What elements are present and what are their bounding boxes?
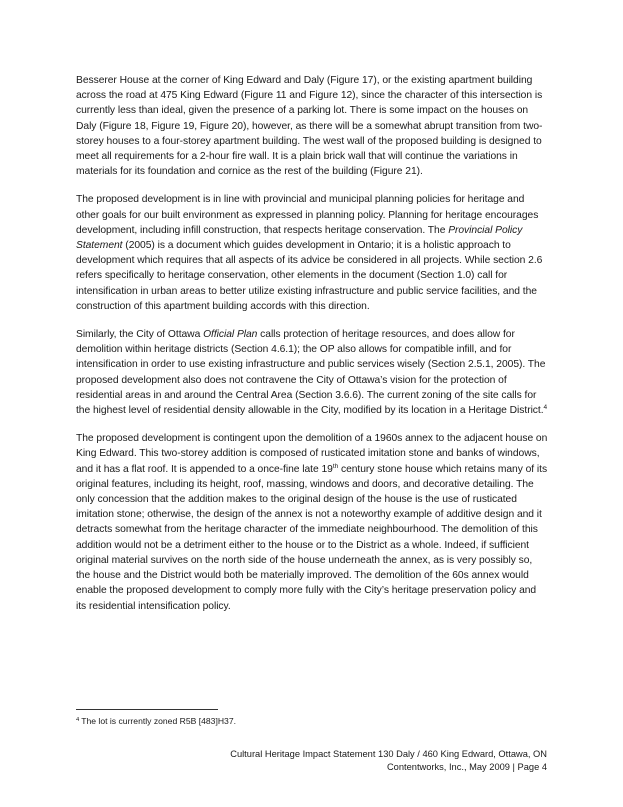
paragraph-3-text-a: Similarly, the City of Ottawa <box>76 329 204 341</box>
paragraph-2-text-a: The proposed development is in line with provincial and municipal planning policies for heritage and other goals for our built environment as expressed in planning policy. Planning for heritage encourages development, including infill construction, that respects heritage conservation. The <box>76 194 539 236</box>
footnote-marker: 4 <box>76 717 80 723</box>
paragraph-2 <box>76 192 548 314</box>
ordinal-superscript: th <box>332 462 339 470</box>
footer-document-title: Cultural Heritage Impact Statement 130 Daly / 460 King Edward, Ottawa, ON <box>230 749 547 759</box>
footer-page-info: Contentworks, Inc., May 2009 | Page 4 <box>386 762 547 773</box>
body-text <box>76 73 548 627</box>
paragraph-4-text-b: century stone house which retains many of its original features, including its height, roof, massing, windows and doors, and decorative detailing. The only concession that the addition makes to the original design of the house is the use of rusticated imitation stone; otherwise, the design of the annex is not a noteworthy example of additive design and it detracts somewhat from the heritage character of the immediate neighbourhood. The demolition of this addition would not be a detriment either to the house or to the District as a whole. Indeed, if sufficient original material survives on the north side of the house underneath the annex, as is very possibly so, the house and the District would both be materially improved. The demolition of the 60s annex would enable the proposed development to comply more fully with the City’s heritage preservation policy and its residential intensification policy. <box>76 463 548 612</box>
footnote-text: The lot is currently zoned R5B [483]H37. <box>81 716 237 726</box>
paragraph-4 <box>76 431 548 613</box>
footnote-reference[interactable]: 4 <box>543 404 548 412</box>
paragraph-1 <box>76 73 548 179</box>
paragraph-3-text-b: calls protection of heritage resources, and does allow for demolition within heritage districts (Section 4.6.1); the OP also allows for compatible infill, and for intensification in order to use existing infrastructure and public services wisely (Section 2.5.1, 2005). The proposed development also does not contravene the City of Ottawa’s vision for the protection of residential areas in and around the Central Area (Section 3.6.6). The current zoning of the site calls for the highest level of residential density allowable in the City, modified by its location in a Heritage District. <box>76 329 546 417</box>
page-footer <box>230 748 547 775</box>
official-plan-title: Official Plan <box>203 329 258 341</box>
paragraph-1-text: Besserer House at the corner of King Edward and Daly (Figure 17), or the existing apartment building across the road at 475 King Edward (Figure 11 and Figure 12), since the character of this intersection is currently less than ideal, given the presence of a parking lot. There is some impact on the houses on Daly (Figure 18, Figure 19, Figure 20), however, as there will be a somewhat abrupt transition from two-storey houses to a four-storey apartment building. The west wall of the proposed building is designed to meet all requirements for a 2-hour fire wall. It is a plain brick wall that will continue the variations in materials for its foundation and cornice as the rest of the building (Figure 21). <box>76 75 543 178</box>
paragraph-3 <box>76 327 548 418</box>
footnote <box>76 716 236 727</box>
paragraph-4-text-a: The proposed development is contingent upon the demolition of a 1960s annex to the adjacent house on King Edward. This two-storey addition is composed of rusticated imitation stone and banks of windows, and it has a flat roof. It is appended to a once-fine late 19 <box>76 433 548 475</box>
footnote-separator <box>76 709 218 710</box>
paragraph-2-text-b: (2005) is a document which guides development in Ontario; it is a holistic approach to development which requires that all aspects of its advice be considered in all projects. While section 2.6 refers specifically to heritage conservation, other elements in the document (Section 1.0) call for intensification in urban areas to better utilize existing infrastructure and public service facilities, and the construction of this apartment building accords with this direction. <box>76 240 543 312</box>
provincial-policy-statement-title: Provincial Policy Statement <box>76 224 523 252</box>
